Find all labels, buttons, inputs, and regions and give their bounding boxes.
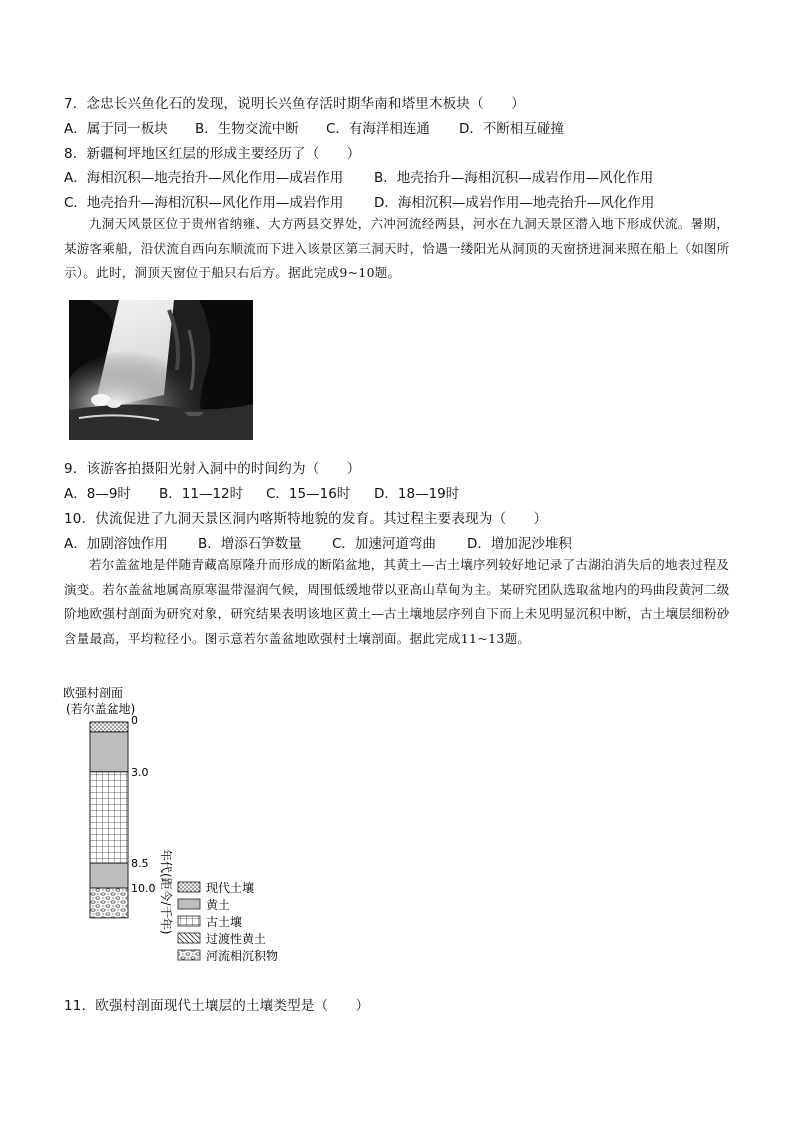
q7-option-d: D．不断相互碰撞 (459, 121, 564, 137)
profile-column (90, 722, 128, 918)
profile-layer-3 (90, 863, 128, 888)
cave-sunbeam-photo (69, 300, 253, 440)
question-8-options-row1 (64, 166, 653, 186)
question-8-stem: 8．新疆柯坪地区红层的形成主要经历了（ ） (64, 146, 361, 162)
passage-zoige-basin: 若尔盖盆地是伴随青藏高原隆升而形成的断陷盆地，其黄土—古土壤序列较好地记录了古湖泊消失后的地表过程及演变。若尔盖盆地属高原寒温带湿润气候，周围低缓地带以亚高山草甸为主。某研究团队选取盆地内的玛曲段黄河二级阶地欧强村剖面为研究对象，研究结果表明该地区黄土—古土壤地层序列自下而上未见明显沉积中断，古土壤层细粉砂含量最高，平均粒径小。图示意若尔盖盆地欧强村土壤剖面。据此完成11~13题。 (64, 557, 730, 646)
tick-label: 8.5 (131, 857, 149, 871)
q8-option-c: C．地壳抬升—海相沉积—风化作用—成岩作用 (64, 195, 344, 211)
tick-label: 3.0 (131, 765, 149, 779)
tick-label: 10.0 (131, 882, 156, 895)
profile-title: 欧强村剖面 (63, 686, 124, 700)
legend-label: 现代土壤 (206, 881, 255, 895)
q9-option-a: A．8—9时 (64, 486, 131, 502)
legend-swatch (178, 882, 200, 892)
q9-option-c: C．15—16时 (266, 486, 351, 502)
question-9-options (64, 482, 459, 502)
question-7-options (64, 117, 564, 137)
q10-option-d: D．增加泥沙堆积 (467, 536, 572, 552)
question-9-stem: 9．该游客拍摄阳光射入洞中的时间约为（ ） (64, 461, 361, 477)
question-10-stem: 10．伏流促进了九洞天景区洞内喀斯特地貌的发育。其过程主要表现为（ ） (64, 511, 548, 527)
q8-option-a: A．海相沉积—地壳抬升—风化作用—成岩作用 (64, 170, 344, 186)
legend-label: 古土壤 (206, 915, 243, 929)
profile-layer-4 (90, 888, 128, 918)
q7-option-a: A．属于同一板块 (64, 121, 168, 137)
question-8-options-row2 (64, 191, 654, 211)
tick-label: 0 (131, 714, 138, 727)
legend-label: 黄土 (206, 898, 231, 912)
question-10-options (64, 532, 572, 552)
question-11-stem: 11．欧强村剖面现代土壤层的土壤类型是（ ） (64, 998, 370, 1014)
q7-option-c: C．有海洋相连通 (326, 121, 430, 137)
q9-option-d: D．18—19时 (374, 486, 460, 502)
passage-jiudongtian: 九洞天风景区位于贵州省纳雍、大方两县交界处，六冲河流经两县，河水在九洞天景区潜入地下形成伏流。暑期，某游客乘船，沿伏流自西向东顺流而下进入该景区第三洞天时，恰遇一缕阳光从洞顶的天窗挤进洞来照在船上（如图所示）。此时，洞顶天窗位于船只右后方。据此完成9~10题。 (64, 216, 730, 280)
q10-option-c: C．加速河道弯曲 (332, 536, 436, 552)
q10-option-a: A．加剧溶蚀作用 (64, 536, 168, 552)
soil-profile-figure (60, 684, 360, 984)
q8-option-b: B．地壳抬升—海相沉积—成岩作用—风化作用 (374, 170, 654, 186)
legend-swatch (178, 916, 200, 926)
profile-subtitle: (若尔盖盆地) (66, 702, 136, 716)
legend (178, 880, 278, 963)
legend-swatch (178, 933, 200, 943)
legend-label: 过渡性黄土 (206, 932, 267, 946)
legend-label: 河流相沉积物 (206, 949, 279, 963)
q8-option-d: D．海相沉积—成岩作用—地壳抬升—风化作用 (374, 195, 655, 211)
question-7-stem: 7．念忠长兴鱼化石的发现，说明长兴鱼存活时期华南和塔里木板块（ ） (64, 96, 525, 112)
age-axis-label: 年代(距今/千年) (159, 849, 173, 935)
profile-layer-2 (90, 772, 128, 863)
profile-layer-0 (90, 722, 128, 732)
legend-swatch (178, 899, 200, 909)
q7-option-b: B．生物交流中断 (195, 121, 299, 137)
profile-ticks (131, 714, 156, 895)
legend-swatch (178, 950, 200, 960)
q9-option-b: B．11—12时 (159, 486, 244, 502)
q10-option-b: B．增添石笋数量 (198, 536, 302, 552)
profile-layer-1 (90, 732, 128, 772)
